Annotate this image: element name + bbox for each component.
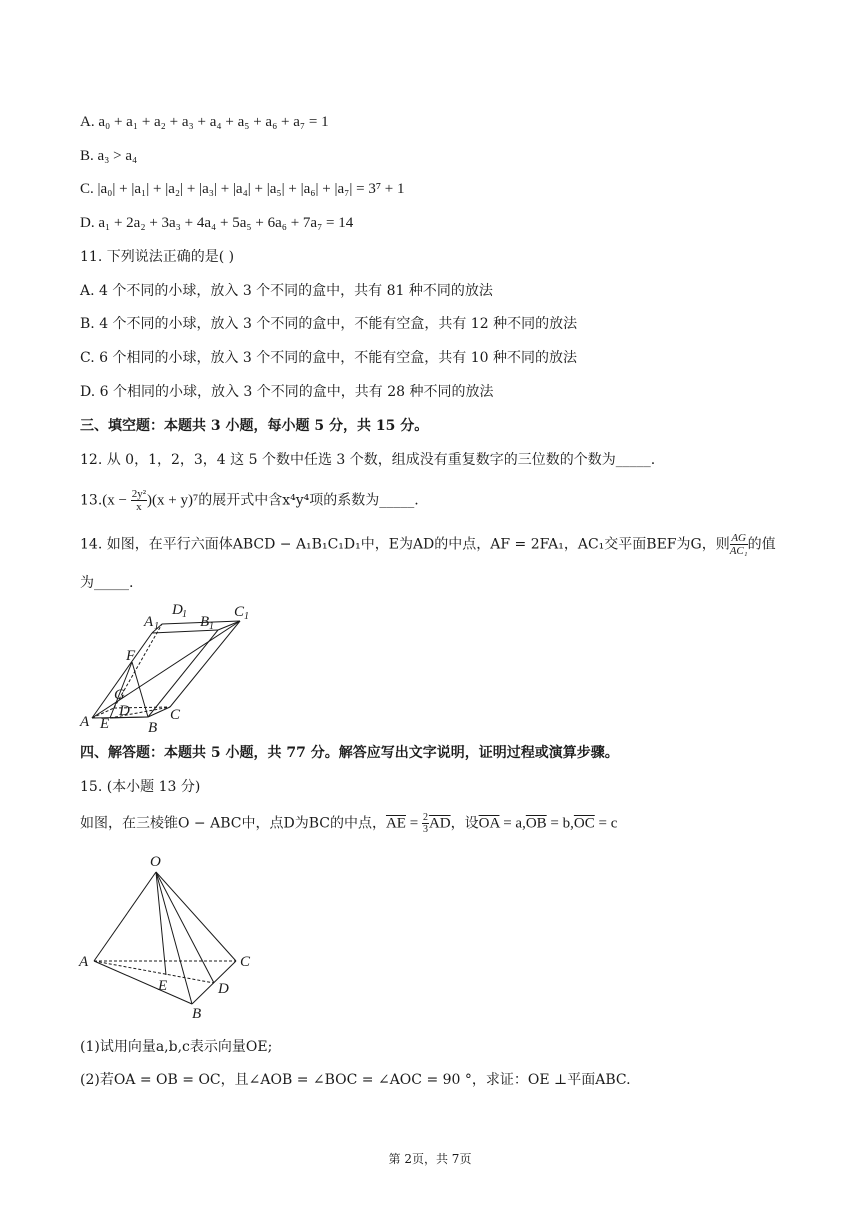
q11-option-c: C. 6 个相同的小球，放入 3 个不同的盒中，不能有空盒，共有 10 种不同的放法 (80, 350, 577, 366)
label-f: F (126, 648, 136, 664)
q15-part1: (1)试用向量a,b,c表示向量OE; (80, 1039, 273, 1055)
q15-frac-den: 3 (422, 824, 428, 835)
label-g: G (114, 687, 125, 703)
q15-fraction (422, 812, 429, 835)
q11-option-b: B. 4 个不同的小球，放入 3 个不同的盒中，不能有空盒，共有 12 种不同的放法 (80, 316, 578, 332)
label-o: O (150, 854, 161, 870)
q14-frac-den: AC₁ (729, 545, 748, 557)
figure-parallelepiped (70, 596, 270, 736)
q14-line1-end: 的值 (747, 536, 776, 553)
label-a1-sub: 1 (154, 621, 159, 632)
q15-stem-start: 如图，在三棱锥O − ABC中，点D为BC的中点， (80, 815, 386, 832)
q15-stem (80, 812, 617, 835)
label-a: A (79, 954, 89, 970)
q11-option-d: D. 6 个相同的小球，放入 3 个不同的盒中，共有 28 种不同的放法 (80, 384, 494, 400)
q13-expr-start: (x − (102, 492, 131, 509)
q14-line2: 为_____. (80, 575, 134, 591)
q15-eq: = (405, 815, 422, 832)
q11-stem: 11. 下列说法正确的是( ) (80, 249, 235, 265)
vec-ob: $\overline{OB}$ (525, 815, 547, 832)
label-b1: B (200, 614, 210, 630)
label-d: D (218, 981, 229, 997)
label-c1-sub: 1 (244, 611, 249, 622)
q14-fraction (730, 532, 748, 557)
label-e: E (100, 716, 110, 732)
q13-fraction (131, 488, 147, 513)
vec-oa: $\overline{OA}$ (478, 815, 500, 832)
page-footer: 第 2页，共 7页 (388, 1152, 472, 1166)
label-d: D (119, 703, 130, 719)
q13-frac-den: x (136, 501, 142, 513)
q13-frac-num: 2y² (131, 488, 147, 500)
vec-oc: $\overline{OC}$ (573, 815, 595, 832)
q15-val-b: = b, (546, 815, 574, 832)
q10-option-a: A. a₀ + a₁ + a₂ + a₃ + a₄ + a₅ + a₆ + a₇ = 1 (80, 114, 329, 130)
label-c: C (170, 707, 181, 723)
label-b: B (148, 720, 158, 736)
label-c: C (240, 954, 251, 970)
q14-frac-num: AG (731, 532, 746, 544)
label-a: A (80, 714, 90, 730)
label-d1: D (172, 602, 183, 618)
label-e: E (158, 978, 168, 994)
section4-heading: 四、解答题：本题共 5 小题，共 77 分。解答应写出文字说明，证明过程或演算步骤。 (80, 745, 619, 761)
q13-text (80, 488, 419, 513)
vec-ae: $\overline{AE}$ (385, 815, 406, 832)
q15-stem-mid: ，设 (450, 815, 479, 832)
figure-pyramid (74, 848, 274, 1024)
q15-part2: (2)若OA = OB = OC，且∠AOB = ∠BOC = ∠AOC = 90 °，求证：OE ⊥平面ABC. (80, 1072, 631, 1088)
q15-frac-num: 2 (422, 812, 428, 823)
label-a1: A (144, 614, 154, 630)
label-b1-sub: 1 (209, 621, 214, 632)
q15-val-a: = a, (499, 815, 526, 832)
q10-option-d: D. a₁ + 2a₂ + 3a₃ + 4a₄ + 5a₅ + 6a₆ + 7a₇ = 14 (80, 215, 354, 231)
label-d1-sub: 1 (182, 609, 187, 620)
q15-header: 15. (本小题 13 分) (80, 779, 201, 795)
q15-val-c: = c (594, 815, 618, 832)
q14-line1-start: 14. 如图，在平行六面体ABCD − A₁B₁C₁D₁中，E为AD的中点，AF = 2FA₁，AC₁交平面BEF为G，则 (80, 536, 730, 553)
q13-expr-end: )(x + y)⁷ (147, 492, 199, 509)
q10-option-b: B. a₃ > a₄ (80, 148, 138, 164)
q13-rest: 的展开式中含x⁴y⁴项的系数为_____. (198, 492, 419, 509)
label-c1: C (234, 604, 245, 620)
q14-line1 (80, 532, 776, 557)
section3-heading: 三、填空题：本题共 3 小题，每小题 5 分，共 15 分。 (80, 418, 429, 434)
q10-option-c: C. |a₀| + |a₁| + |a₂| + |a₃| + |a₄| + |a₅| + |a₆| + |a₇| = 3⁷ + 1 (80, 181, 405, 197)
q13-number: 13. (80, 492, 103, 509)
q12-text: 12. 从 0，1，2，3，4 这 5 个数中任选 3 个数，组成没有重复数字的三位数的个数为_____. (80, 452, 656, 468)
label-b: B (192, 1006, 202, 1022)
vec-ad: $\overline{AD}$ (428, 815, 451, 832)
q11-option-a: A. 4 个不同的小球，放入 3 个不同的盒中，共有 81 种不同的放法 (80, 283, 493, 299)
